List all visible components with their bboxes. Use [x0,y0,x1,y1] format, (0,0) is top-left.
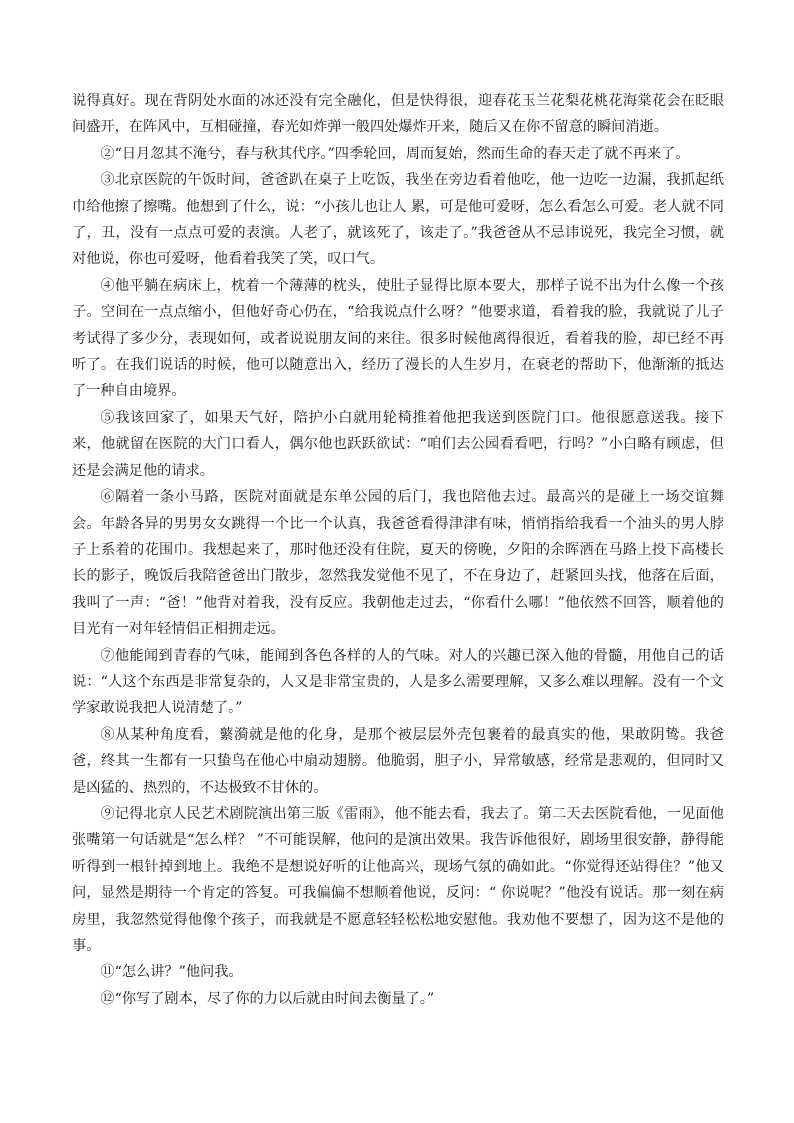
article-body [72,88,724,1012]
paragraph-continued: 说得真好。现在背阴处水面的冰还没有完全融化，但是快得很，迎春花玉兰花梨花桃花海棠花会在眨眼间盛开，在阵风中，互相碰撞，春光如炸弹一般四处爆炸开来，随后又在你不留意的瞬间消逝。 [72,93,724,136]
paragraph-7: ⑦他能闻到青春的气味，能闻到各色各样的人的气味。对人的兴趣已深入他的骨髓，用他自己的话说：“人这个东西是非常复杂的，人又是非常宝贵的，人是多么需要理解，又多么难以理解。没有一个文学家敢说我把人说清楚了。” [72,647,724,717]
paragraph-8: ⑧从某种角度看，蘩漪就是他的化身，是那个被层层外壳包裹着的最真实的他，果敢阴鸷。我爸爸，终其一生都有一只蛰鸟在他心中扇动翅膀。他脆弱，胆子小，异常敏感，经常是悲观的，但同时又是凶猛的、热烈的，不达极致不甘休的。 [72,726,724,796]
paragraph-9: ⑨记得北京人民艺术剧院演出第三版《雷雨》，他不能去看，我去了。第二天去医院看他，一见面他张嘴第一句话就是“怎么样？ ”不可能误解，他问的是演出效果。我告诉他很好，剧场里很安静，静得能听得到一根针掉到地上。我绝不是想说好听的让他高兴，现场气氛的确如此。“你觉得还站得住？”他又问，显然是期待一个肯定的答复。可我偏偏不想顺着他说，反问：“ 你说呢？”他没有说话。那一刻在病房里，我忽然觉得他像个孩子，而我就是不愿意轻轻松松地安慰他。我劝他不要想了，因为这不是他的事。 [72,805,724,954]
paragraph-3: ③北京医院的午饭时间，爸爸趴在桌子上吃饭，我坐在旁边看着他吃，他一边吃一边漏，我抓起纸巾给他擦了擦嘴。他想到了什么，说：“小孩儿也让人 累，可是他可爱呀，怎么看怎么可爱。老人就不同了，丑，没有一点点可爱的表演。人老了，就该死了，该走了。”我爸爸从不忌讳说死，我完全习惯，就对他说，你也可爱呀，他看着我笑了笑，叹口气。 [72,172,724,268]
paragraph-6: ⑥隔着一条小马路，医院对面就是东单公园的后门，我也陪他去过。最高兴的是碰上一场交谊舞会。年龄各异的男男女女跳得一个比一个认真，我爸爸看得津津有味，悄悄指给我看一个油头的男人脖子上系着的花围巾。我想起来了，那时他还没有住院，夏天的傍晚，夕阳的余晖洒在马路上投下高楼长长的影子，晚饭后我陪爸爸出门散步，忽然我发觉他不见了，不在身边了，赶紧回头找，他落在后面，我叫了一声：“爸！”他背对着我，没有反应。我朝他走过去，“你看什么哪！”他依然不回答，顺着他的目光有一对年轻情侣正相拥走远。 [72,489,724,638]
paragraph-2: ②“日月忽其不淹兮，春与秋其代序。”四季轮回，周而复始，然而生命的春天走了就不再来了。 [100,145,690,162]
paragraph-5: ⑤我该回家了，如果天气好，陪护小白就用轮椅推着他把我送到医院门口。他很愿意送我。接下来，他就留在医院的大门口看人，偶尔他也跃跃欲试：“咱们去公园看看吧，行吗？”小白略有顾虑，但还是会满足他的请求。 [72,409,724,479]
paragraph-11: ⑪“怎么讲？”他问我。 [100,964,243,981]
paragraph-4: ④他平躺在病床上，枕着一个薄薄的枕头，使肚子显得比原本要大，那样子说不出为什么像一个孩子。空间在一点点缩小，但他好奇心仍在，“给我说点什么呀？”他要求道，看着我的脸，我就说了儿子考试得了多少分，表现如何，或者说说朋友间的来往。很多时候他离得很近，看着我的脸，却已经不再听了。在我们说话的时候，他可以随意出入，经历了漫长的人生岁月，在衰老的帮助下，他渐渐的抵达了一种自由境界。 [72,277,724,400]
paragraph-12: ⑫“你写了剧本，尽了你的力以后就由时间去衡量了。” [100,990,435,1007]
